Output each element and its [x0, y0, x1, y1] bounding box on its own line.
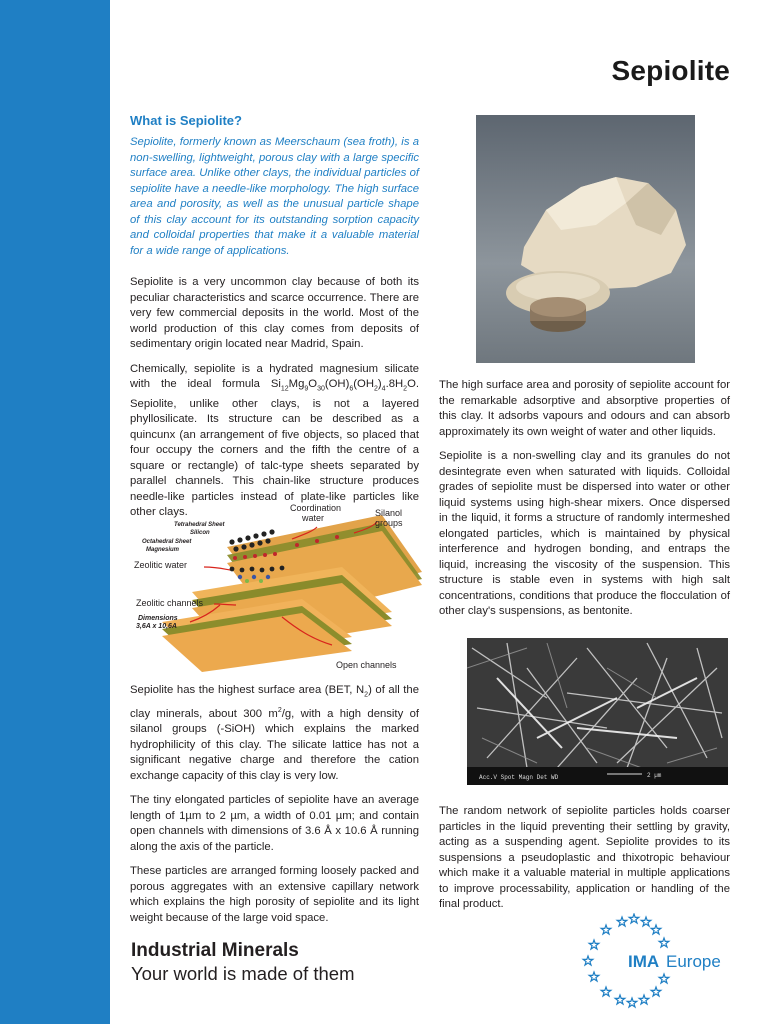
label-groups: groups: [375, 518, 403, 528]
label-octahedral-sheet: Octahedral Sheet: [142, 539, 192, 545]
logo-ima-text: IMA: [628, 952, 660, 971]
logo-europe-text: Europe: [666, 952, 721, 971]
paragraph-adsorption: The high surface area and porosity of sepiolite account for the remarkable adsorptive and absorptive properties of this clay. It adsorbs vapours and odours and can absorb approximately its own weight of water and other liquids.: [439, 379, 730, 438]
label-zeolitic-channels: Zeolitic channels: [136, 598, 204, 608]
left-column-lower: [130, 683, 419, 935]
sepiolite-rock-photo: [476, 115, 695, 363]
paragraph-suspension: The random network of sepiolite particles holds coarser particles in the liquid preventing their settling by gravity, acting as a suspending agent. Sepiolite provides to its suspensions a pseudoplastic and thixotropic behaviour which make it a valuable material in multiple applications to improve processability, application or handling of the final product.: [439, 805, 730, 910]
page-title: Sepiolite: [611, 55, 730, 86]
footer-tagline-line2: Your world is made of them: [131, 963, 355, 984]
label-silicon: Silicon: [190, 530, 210, 536]
paragraph-dispersion: Sepiolite is a non-swelling clay and its granules do not desintegrate even when saturated with liquids. Colloidal grades of sepiolite must be dispersed into water or other liquid systems using high-shear mixers. Once dispersed in the liquid, it forms a structure of randomly intermeshed elongated particles, which is maintained by physical interference and hydrogen bonding, and entraps the liquid, increasing the viscosity of the suspension. This structure is stable even in systems with high salt concentrations, conditions that produce the flocculation of other clay's suspensions, as bentonite.: [439, 450, 730, 617]
intro-paragraph: Sepiolite, formerly known as Meerschaum (sea froth), is a non-swelling, lightweight, porous clay with a large specific surface area. Unlike other clays, the individual particles of sepiolite have a needle-like morphology. The high surface area and porosity, as well as the unusual particle shape of this clay account for its outstanding sorption capacity and colloidal properties that make it a valuable material for a wide range of applications.: [130, 136, 419, 257]
blue-sidebar-band: [0, 0, 110, 1024]
paragraph-aggregates: These particles are arranged forming loosely packed and porous aggregates with an extensive capillary network which explains the high porosity of sepiolite and its light weight because of the large void space.: [130, 865, 419, 924]
label-zeolitic-water: Zeolitic water: [134, 560, 188, 570]
section-heading: What is Sepiolite?: [130, 113, 242, 128]
paragraph-particle-size: The tiny elongated particles of sepiolite have an average length of 1µm to 2 µm, a width of 0.01 µm; and contain open channels with dimensions of 3.6 Å x 10.6 Å running along the axis of the particle.: [130, 794, 419, 853]
right-column: [439, 378, 730, 629]
label-dimensions-value: 3,6A x 10,6A: [136, 623, 177, 630]
label-coordination-water: water: [302, 513, 325, 523]
footer-tagline-line1: Industrial Minerals: [131, 940, 299, 961]
left-column: [130, 113, 419, 530]
sepiolite-structure-diagram: [132, 497, 422, 672]
sem-scale-label: 2 µm: [647, 772, 662, 779]
label-magnesium: Magnesium: [146, 547, 180, 553]
label-silanol: Silanol: [375, 508, 403, 518]
paragraph-chemistry: Chemically, sepiolite is a hydrated magnesium silicate with the ideal formula $Si_{12}Mg_9O_{30}(OH)_6(OH_2)_4.8H_2O$. Sepiolite, unlike other clays, is not a layered phyllosilicate. Its structure can be described as a quincunx (an arrangement of five objects, so placed that four occupy the corners and the fifth the centre of a square or rectangle) of talc-type sheets separated by parallel channels. This chain-like structure produces needle-like particles instead of plate-like particles like other clays.: [130, 362, 419, 519]
paragraph-surface-area: Sepiolite has the highest surface area (BET, $N_2$) of all the clay minerals, about 300 $m^2/g$, with a high density of silanol groups (-SiOH) which explains the marked hydrophilicity of this clay. The silicate lattice has not a significant negative charge and therefore the cation exchange capacity of this clay is very low.: [130, 684, 420, 782]
label-tetrahedral-sheet: Tetrahedral Sheet: [174, 522, 225, 528]
label-coordination: Coordination: [290, 503, 342, 513]
paragraph-occurrence: Sepiolite is a very uncommon clay because of both its peculiar characteristics and scarce occurrence. There are very few commercial deposits in the world. Most of the world production of this clay comes from deposits of sedimentary origin located near Madrid, Spain.: [130, 276, 419, 350]
label-open-channels: Open channels: [336, 660, 397, 670]
footer-tagline: [131, 939, 354, 985]
ima-europe-logo: [580, 913, 732, 1009]
right-column-lower: [439, 804, 730, 922]
sem-micrograph: [467, 638, 728, 785]
label-dimensions: Dimensions: [138, 615, 178, 622]
sem-databar-labels: Acc.V Spot Magn Det WD: [479, 774, 559, 781]
